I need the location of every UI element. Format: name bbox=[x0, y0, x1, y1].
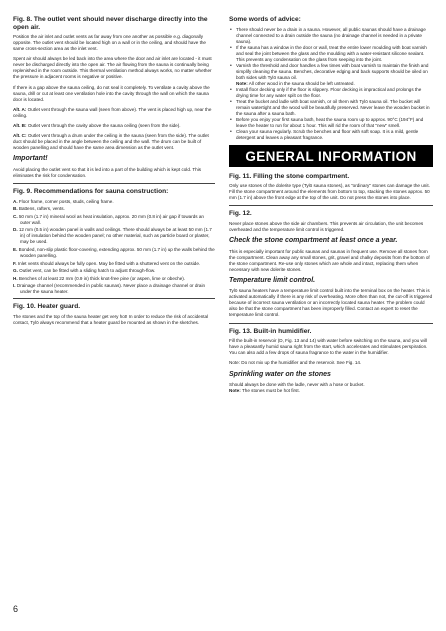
advice-item-text: Treat the bucket and ladle with boat varnish, or oil them with Tylö sauna oil. The bucket will remain watertight and the wood will be beautifully preserved. Never leave the wooden bucket in the sauna after a sauna bath. bbox=[236, 98, 430, 116]
important-text: Avoid placing the outlet vent so that it is led into a part of the building which is kept cold. This eliminates the risk for condensation. bbox=[13, 166, 202, 178]
alt-c-paragraph bbox=[13, 133, 215, 151]
advice-item-text: There should never be a drain in a sauna. However, all public saunas should have a drainage channel connected to a drain outside the sauna (no drainage channel is needed in a private sauna). bbox=[236, 26, 426, 44]
fig9-item-letter: A. bbox=[13, 198, 18, 204]
fig8-title: Fig. 8. The outlet vent should never discharge directly into the open air. bbox=[13, 16, 208, 31]
advice-note-label: Note: bbox=[236, 80, 248, 86]
fig9-item bbox=[13, 283, 215, 295]
fig9-item-letter: I. bbox=[13, 283, 16, 289]
advice-title: Some words of advice: bbox=[229, 16, 301, 23]
fig9-item-text: 12 mm (0.5 in) wooden panel in walls and ceilings. There should always be at least 50 mm (1.7 in) of insulation behind the wooden panel; no other material, such as particle board or plaster, may be used. bbox=[18, 227, 212, 245]
fig11-title: Fig. 11. Filling the stone compartment. bbox=[229, 172, 350, 180]
fig9-item-letter: G. bbox=[13, 268, 18, 274]
advice-item bbox=[236, 63, 433, 87]
alt-a-label: Alt. A: bbox=[13, 106, 27, 112]
fig9-item bbox=[13, 227, 215, 245]
advice-item bbox=[236, 129, 433, 141]
alt-a-text: Outlet vent through the sauna wall (seen from above). The vent is placed high up, near the ceiling. bbox=[13, 106, 212, 118]
section-divider bbox=[229, 205, 433, 206]
fig10-text: The stones and the top of the sauna heater get very hot! In order to reduce the risk of accidental contact, Tylö always recommend that a heater guard be mounted as shown in the sketches. bbox=[13, 313, 209, 325]
fig9-item-text: Drainage channel (recommended in public saunas). Never place a drainage channel or drain under the sauna heater. bbox=[16, 283, 206, 295]
check-text: This is especially important for public saunas and saunas in frequent use. Remove all stones from the compartment. Clean away any small stones, grit, gravel and chalky deposits from the bottom of the stone compartment. Re-use only stones which are whole and intact, replacing them when necessary with new dolerite stones. bbox=[229, 248, 430, 272]
temp-limit-title: Temperature limit control. bbox=[229, 276, 316, 284]
alt-a-paragraph bbox=[13, 107, 215, 119]
fig12-title: Fig. 12. bbox=[229, 210, 252, 218]
fig9-item-letter: C. bbox=[13, 213, 18, 219]
temp-limit-text: Tylö sauna heaters have a temperature limit control built into the terminal box on the heater. This is activated automatically if there is any risk of overheating. More often than not, the cut-off is triggered because of incorrect sauna ventilation or an incorrectly located sauna heater. The problem could also be that the stone compartment has been improperly filled. Contact an expert to reset the temperature limit control. bbox=[229, 288, 433, 318]
fig8-paragraph-2: Spent air should always be led back into the area where the door and air inlet are located - it must never be discharged directly into the open air. The air flowing from the sauna is continually being replenished in the room outside. This thermal ventilation method always works, no matter whether the pressure in adjacent rooms is negative or positive. bbox=[13, 56, 212, 80]
sprinkle-title: Sprinkling water on the stones bbox=[229, 370, 331, 378]
alt-c-text: Outlet vent through a drum under the ceiling in the sauna (seen from the side). The outlet duct should be placed in the angle between the ceiling and the wall. The drum can be built of wooden panelling and should have the same area dimension as the outlet vent. bbox=[13, 133, 209, 151]
fig9-item bbox=[13, 206, 215, 212]
fig9-list bbox=[13, 199, 215, 296]
fig9-item bbox=[13, 247, 215, 259]
fig9-item bbox=[13, 268, 215, 274]
advice-item-text: Varnish the threshold and door handles a few times with boat varnish to maintain the finish and simplify cleaning the sauna. Benches, decorative edging and back supports should be oiled on both sides with Tylö sauna oil. bbox=[236, 62, 429, 80]
fig9-item-letter: H. bbox=[13, 275, 18, 281]
advice-item bbox=[236, 27, 433, 45]
advice-item bbox=[236, 87, 433, 99]
important-title: Important! bbox=[13, 155, 48, 163]
advice-item-text: Before you enjoy your first sauna bath, heat the sauna room up to approx. 90°C (194°F) and leave the heater to run for about 1 hour. This will rid the room of that "new" smell. bbox=[236, 116, 424, 128]
check-title: Check the stone compartment at least once a year. bbox=[229, 237, 398, 245]
fig9-item-text: Bonded, non-slip plastic floor-covering, extending approx. 50 mm (1.7 in) up the walls behind the wooden panelling. bbox=[18, 246, 215, 258]
fig11-text: Only use stones of the dolerite type (Tylö sauna stones), as "ordinary" stones can damage the unit. Fill the stone compartment around the elements from bottom to top, stacking the stones approx. 50 mm (1.7 in) above the front edge at the top of the unit. Do not press the stones into place. bbox=[229, 183, 430, 201]
alt-b-paragraph bbox=[13, 123, 215, 129]
page-number: 6 bbox=[13, 604, 19, 614]
fig9-item-letter: D. bbox=[13, 227, 18, 233]
fig9-item-text: Outlet vent, can be fitted with a sliding hatch to adjust through-flow. bbox=[19, 268, 156, 274]
fig9-item-text: Inlet vents should always be fully open. May be fitted with a shuttered vent on the outside. bbox=[17, 260, 201, 266]
fig13-note: Note: Do not mix up the humidifier and the reservoir. See Fig. 14. bbox=[229, 360, 362, 366]
general-information-banner: GENERAL INFORMATION bbox=[229, 145, 433, 167]
alt-b-text: Outlet vent through the cavity above the sauna ceiling (seen from the side). bbox=[27, 122, 181, 128]
fig9-item-text: Benches of at least 22 mm (0.9 in) thick knot-free pine (or aspen, lime or obeche). bbox=[18, 275, 186, 281]
sprinkle-note-text: The stones must be hot first. bbox=[241, 388, 300, 393]
sprinkle-text bbox=[229, 382, 433, 394]
fig9-item-text: Battens, rafters, vents. bbox=[18, 206, 65, 212]
alt-b-label: Alt. B: bbox=[13, 122, 27, 128]
right-column bbox=[229, 16, 433, 398]
advice-item-text: Clean your sauna regularly. Scrub the benches and floor with soft soap. It is a mild, gentle detergent and leaves a pleasant fragrance. bbox=[236, 128, 419, 140]
fig9-item bbox=[13, 199, 215, 205]
advice-item-text: If the sauna has a window in the door or wall, treat the entire lower moulding with boat varnish and seal the joint between the glass and the moulding with a water-resistant silicone sealant. This prevents any condensation on the glass from seeping into the joint. bbox=[236, 44, 427, 62]
fig8-paragraph-1: Position the air inlet and outlet vents as far away from one another as possible e.g. diagonally opposite. The outlet vent should be located high on a wall or in the ceiling, and should have the same cross-section area as the inlet vent. bbox=[13, 34, 206, 52]
fig9-item-text: 50 mm (1.7 in) mineral wool as heat insulation, approx. 20 mm (0.8 in) air gap if towards an outer wall. bbox=[18, 213, 204, 225]
advice-item-text: Install floor decking only if the floor is slippery. Floor decking is impractical and prolongs the drying time for any water spilt on the floor. bbox=[236, 86, 422, 98]
advice-item bbox=[236, 99, 433, 117]
fig9-item bbox=[13, 276, 215, 282]
advice-list bbox=[229, 27, 433, 141]
fig9-item bbox=[13, 214, 215, 226]
fig13-text: Fill the built-in reservoir (D, Fig. 13 and 14) with water before switching on the sauna, and you will have a pleasantly humid sauna right from the start, which accelerates and stimulates perspiration. You can also add a few drops of sauna fragrance to the water in the humidifier. bbox=[229, 338, 428, 356]
fig9-item-letter: B. bbox=[13, 206, 18, 212]
fig9-title: Fig. 9. Recommendations for sauna construction: bbox=[13, 188, 169, 195]
section-divider bbox=[229, 323, 433, 324]
fig9-item-letter: E. bbox=[13, 246, 18, 252]
section-divider bbox=[13, 183, 215, 184]
fig10-title: Fig. 10. Heater guard. bbox=[13, 303, 81, 311]
sprinkle-note-label: Note: bbox=[229, 388, 241, 393]
fig9-item bbox=[13, 261, 215, 267]
sprinkle-body: Should always be done with the ladle, never with a hose or bucket. bbox=[229, 382, 365, 387]
advice-note-text: All other wood in the sauna should be left untreated. bbox=[248, 80, 355, 86]
fig13-title: Fig. 13. Built-in humidifier. bbox=[229, 327, 312, 335]
fig9-item-text: Floor frame, corner posts, studs, ceiling frame. bbox=[18, 198, 114, 204]
fig9-item-letter: F. bbox=[13, 260, 17, 266]
fig12-text: Never place stones above the side air chambers. This prevents air circulation, the unit becomes overheated and the temperature limit control is triggered. bbox=[229, 220, 424, 232]
advice-item bbox=[236, 45, 433, 63]
left-column bbox=[13, 16, 215, 330]
alt-c-label: Alt. C: bbox=[13, 133, 27, 139]
fig8-paragraph-3: If there is a gap above the sauna ceiling, do not seal it completely. To ventilate a cavity above the sauna, drill or cut at least one ventilation hole into the cavity through the wall on which the sauna door is located. bbox=[13, 84, 210, 102]
advice-item bbox=[236, 117, 433, 129]
section-divider bbox=[13, 298, 215, 299]
